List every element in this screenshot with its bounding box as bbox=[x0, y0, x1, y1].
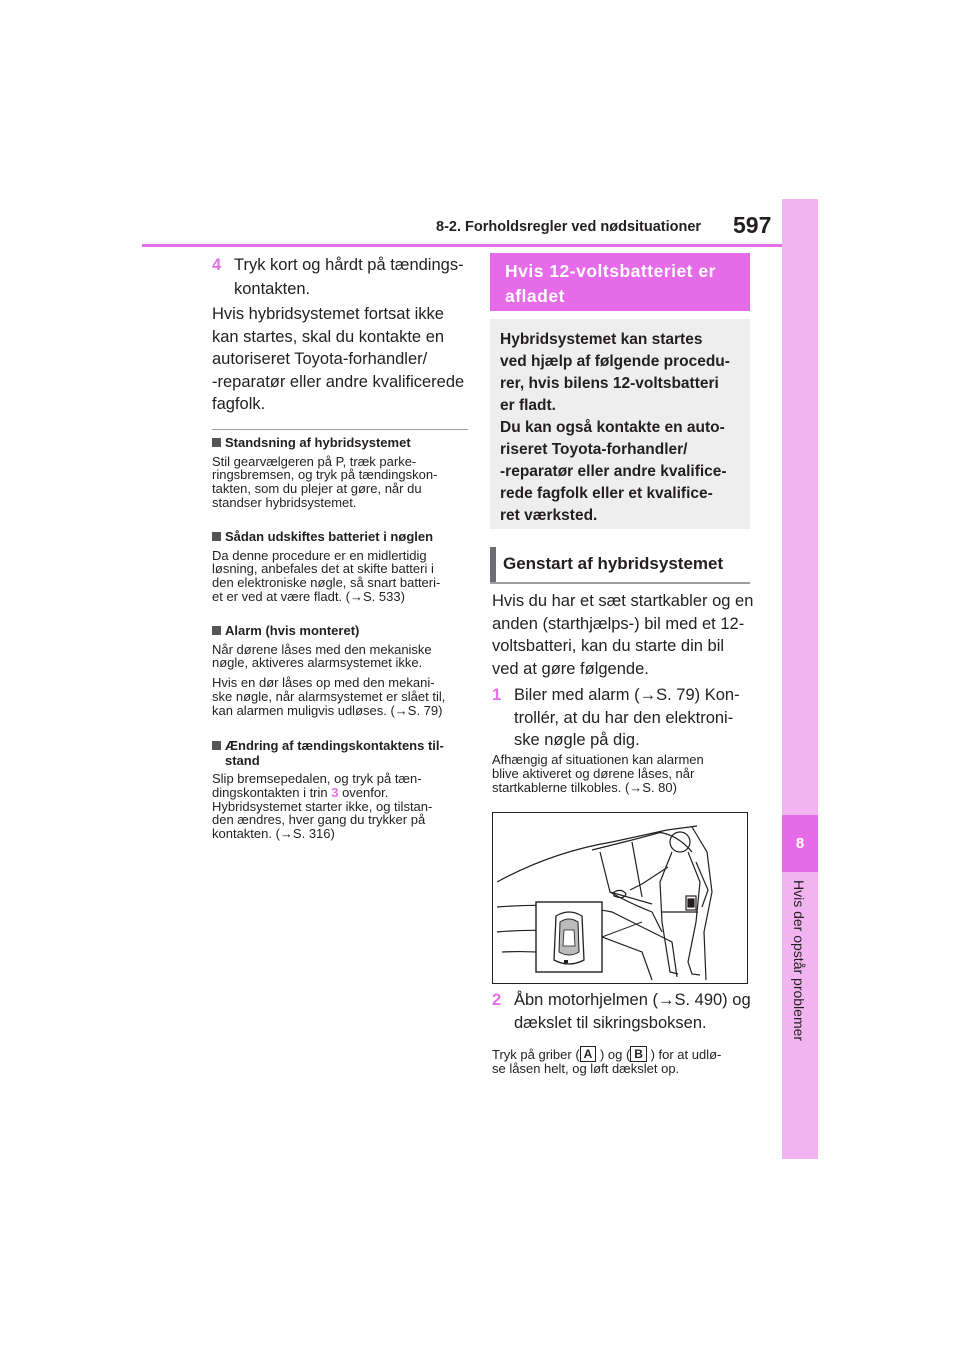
step-text: Tryk kort og hårdt på tændings- bbox=[234, 256, 464, 274]
note-line: nøgle, aktiveres alarmsystemet ikke. bbox=[212, 655, 423, 671]
note-line: kontakten. (→S. 316) bbox=[212, 826, 335, 842]
note-line: den ændres, hver gang du trykker på bbox=[212, 812, 426, 828]
step-1-note bbox=[492, 753, 754, 794]
note-heading: Ændring af tændingskontaktens til- bbox=[225, 738, 444, 753]
info-line: rede fagfolk eller et kvalifice- bbox=[500, 485, 713, 502]
note-text: ovenfor. bbox=[338, 784, 389, 800]
note-text: Tryk på griber ( bbox=[492, 1047, 580, 1062]
info-box-text bbox=[500, 329, 745, 527]
note-line: Hvis en dør låses op med den mekani- bbox=[212, 675, 435, 691]
step-2-note bbox=[492, 1046, 754, 1076]
info-line: Du kan også kontakte en auto- bbox=[500, 419, 725, 436]
intro-paragraph bbox=[492, 590, 754, 680]
note-text: ) for at udlø- bbox=[646, 1047, 722, 1062]
square-bullet-icon bbox=[212, 438, 221, 447]
note-text: ) og ( bbox=[596, 1047, 631, 1062]
note-standsning bbox=[212, 436, 474, 510]
callout-label-b: B bbox=[630, 1046, 647, 1062]
note-heading: Sådan udskiftes batteriet i nøglen bbox=[225, 529, 434, 544]
paragraph-line: Hvis du har et sæt startkabler og en bbox=[492, 592, 754, 610]
heading-line: afladet bbox=[505, 286, 565, 306]
header-rule bbox=[142, 244, 782, 247]
divider bbox=[212, 429, 468, 430]
step-reference: 3 bbox=[331, 784, 339, 800]
electronic-key-icon bbox=[554, 912, 584, 964]
note-line: Afhængig af situationen kan alarmen bbox=[492, 752, 704, 767]
paragraph-line: fagfolk. bbox=[212, 395, 266, 413]
square-bullet-icon bbox=[212, 626, 221, 635]
step-text: dækslet til sikringsboksen. bbox=[514, 1013, 707, 1032]
note-line: et er ved at være fladt. (→S. 533) bbox=[212, 588, 405, 604]
note-line: Da denne procedure er en midlertidig bbox=[212, 547, 427, 563]
note-line bbox=[212, 786, 474, 800]
section-title: 8-2. Forholdsregler ved nødsituationer bbox=[436, 219, 702, 235]
note-line bbox=[492, 1046, 754, 1062]
note-alarm bbox=[212, 624, 474, 717]
note-line: Når dørene låses med den mekaniske bbox=[212, 641, 432, 657]
note-line: se låsen helt, og løft dækslet op. bbox=[492, 1061, 680, 1076]
square-bullet-icon bbox=[212, 532, 221, 541]
chapter-title: Hvis der opstår problemer bbox=[791, 880, 807, 1042]
note-line: takten, som du plejer at gøre, når du bbox=[212, 481, 422, 497]
note-line: ske nøgle, når alarmsystemet er slået til, bbox=[212, 688, 446, 704]
chapter-number: 8 bbox=[782, 815, 818, 872]
paragraph-line: voltsbatteri, kan du starte din bil bbox=[492, 637, 725, 655]
info-line: ret værksted. bbox=[500, 507, 598, 524]
note-text: dingskontakten i trin bbox=[212, 784, 332, 800]
step-number: 4 bbox=[212, 256, 222, 274]
subsection-heading: Genstart af hybridsystemet bbox=[503, 554, 724, 573]
paragraph-line: -reparatør eller andre kvalificerede bbox=[212, 372, 465, 391]
step-text: ske nøgle på dig. bbox=[514, 731, 640, 749]
car-key-illustration bbox=[492, 812, 748, 984]
step-2 bbox=[492, 989, 754, 1034]
paragraph-line: ved at gøre følgende. bbox=[492, 659, 649, 678]
info-line: rer, hvis bilens 12-voltsbatteri bbox=[500, 375, 719, 392]
note-batteri bbox=[212, 530, 474, 604]
note-line: kan alarmen muligvis udløses. (→S. 79) bbox=[212, 702, 443, 718]
note-heading: Alarm (hvis monteret) bbox=[225, 623, 360, 638]
note-heading: Standsning af hybridsystemet bbox=[225, 435, 411, 450]
section-heading bbox=[505, 259, 745, 309]
note-line: startkablerne tilkobles. (→S. 80) bbox=[492, 779, 677, 795]
info-line: ved hjælp af følgende procedu- bbox=[500, 353, 730, 370]
note-heading: stand bbox=[225, 752, 260, 768]
paragraph-line: autoriseret Toyota-forhandler/ bbox=[212, 350, 428, 368]
paragraph-line: Hvis hybridsystemet fortsat ikke bbox=[212, 305, 444, 323]
square-bullet-icon bbox=[212, 741, 221, 750]
page-number: 597 bbox=[733, 212, 772, 238]
step-text: Åbn motorhjelmen (→S. 490) og bbox=[514, 991, 751, 1009]
paragraph bbox=[212, 303, 472, 416]
note-line: ringsbremsen, og tryk på tændingskon- bbox=[212, 467, 438, 483]
step-text: trollér, at du har den elektroni- bbox=[514, 708, 734, 727]
note-line: Slip bremsepedalen, og tryk på tæn- bbox=[212, 771, 422, 786]
note-line: Hybridsystemet starter ikke, og tilstan- bbox=[212, 798, 433, 814]
note-line: den elektroniske nøgle, så snart batteri- bbox=[212, 575, 441, 591]
step-1 bbox=[492, 684, 754, 752]
heading-underline bbox=[490, 582, 750, 584]
step-text: kontakten. bbox=[234, 280, 311, 298]
info-line: -reparatør eller andre kvalifice- bbox=[500, 463, 727, 480]
heading-line: Hvis 12-voltsbatteriet er bbox=[505, 261, 716, 281]
callout-label-a: A bbox=[580, 1046, 597, 1062]
info-line: er fladt. bbox=[500, 397, 556, 414]
note-line: blive aktiveret og dørene låses, når bbox=[492, 765, 695, 781]
paragraph-line: kan startes, skal du kontakte en bbox=[212, 327, 445, 346]
note-taendingskontakt bbox=[212, 739, 474, 841]
info-line: riseret Toyota-forhandler/ bbox=[500, 441, 688, 458]
heading-bar bbox=[490, 547, 496, 583]
step-text: Biler med alarm (→S. 79) Kon- bbox=[514, 686, 740, 704]
note-line: Stil gearvælgeren på P, træk parke- bbox=[212, 453, 417, 469]
step-number: 1 bbox=[492, 686, 502, 704]
note-line: standser hybridsystemet. bbox=[212, 494, 357, 510]
step-number: 2 bbox=[492, 991, 502, 1009]
note-line: løsning, anbefales det at skifte batteri i bbox=[212, 561, 434, 577]
info-line: Hybridsystemet kan startes bbox=[500, 331, 703, 348]
paragraph-line: anden (starthjælps-) bil med et 12- bbox=[492, 614, 745, 633]
step-4 bbox=[212, 253, 472, 301]
